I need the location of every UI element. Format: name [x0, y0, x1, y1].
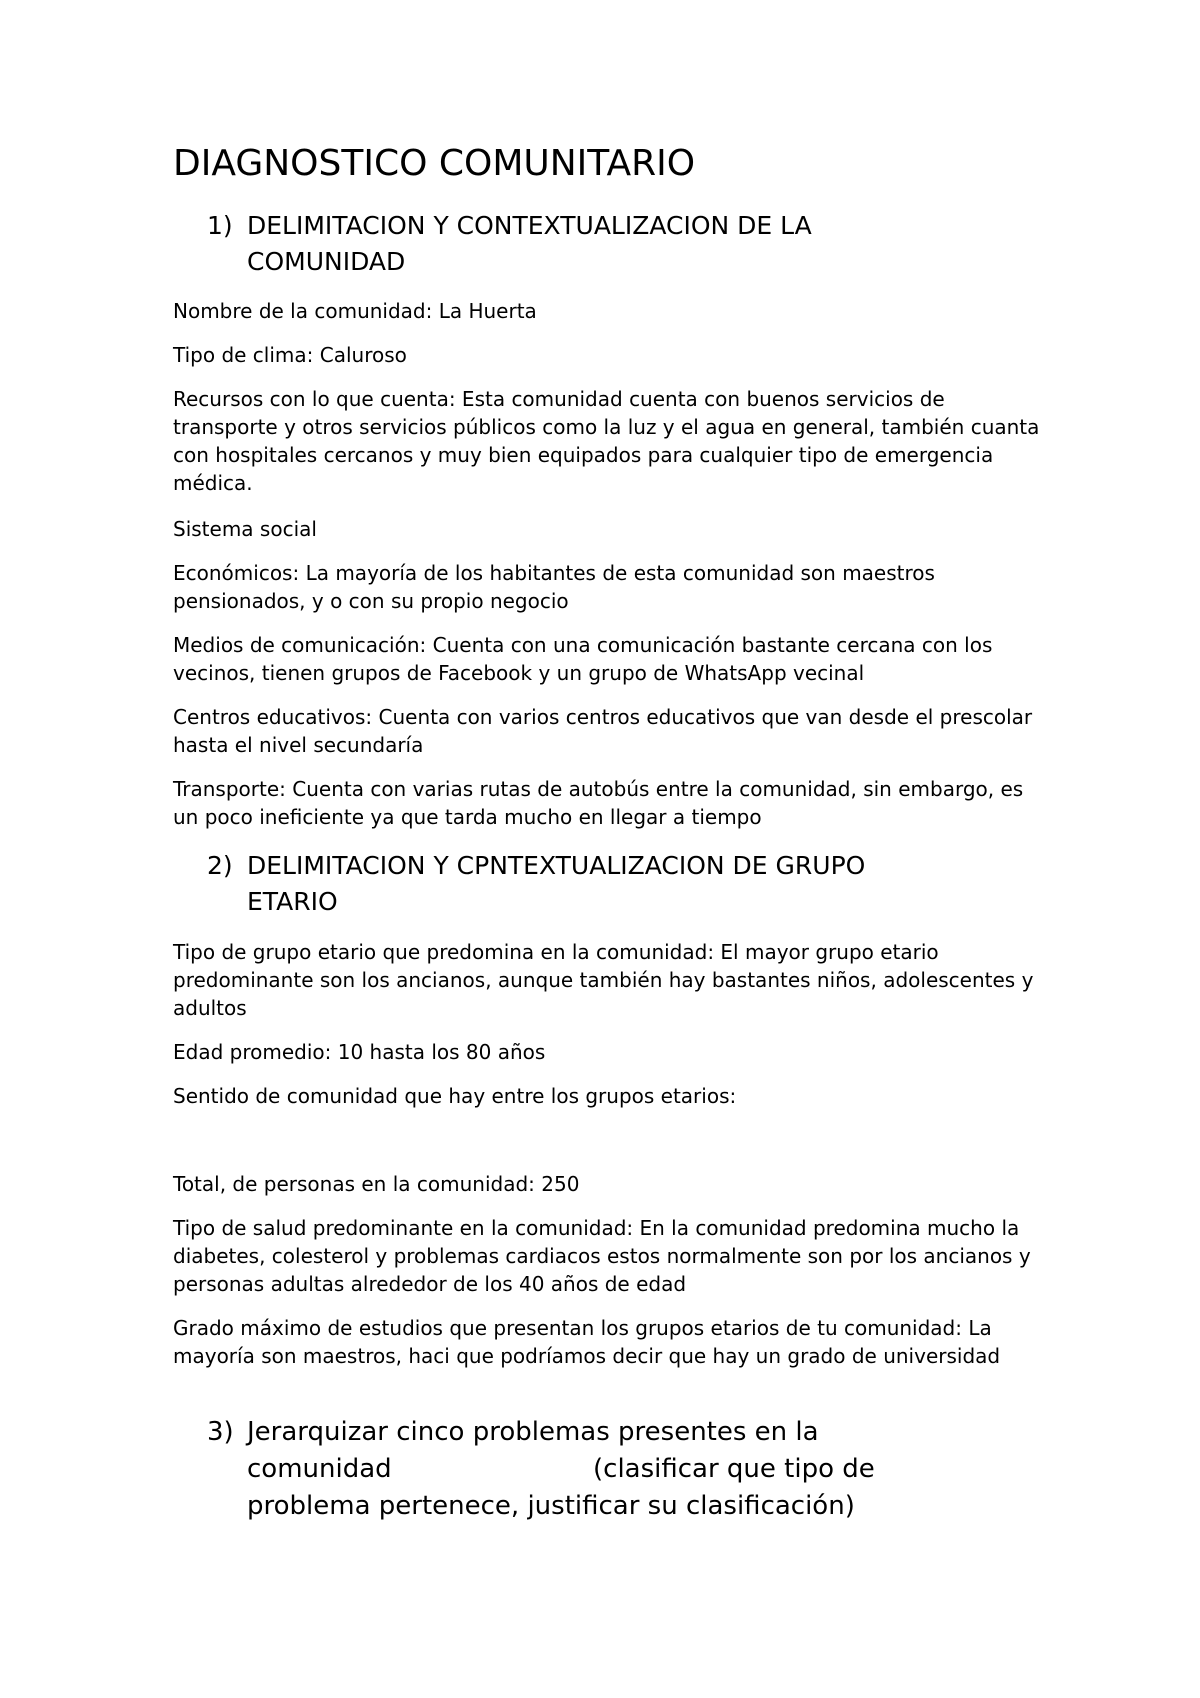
paragraph-tipo-salud: Tipo de salud predominante en la comunidad: En la comunidad predomina mucho la diabetes, colesterol y problemas cardiacos estos normalmente son por los ancianos y personas adultas alrededor de los 40 años de edad [173, 1216, 1031, 1296]
section-2-heading-line-1: DELIMITACION Y CPNTEXTUALIZACION DE GRUPO [247, 851, 866, 880]
document-title: DIAGNOSTICO COMUNITARIO [173, 143, 696, 184]
paragraph-nombre-comunidad: Nombre de la comunidad: La Huerta [173, 299, 537, 323]
paragraph-medios-comunicacion: Medios de comunicación: Cuenta con una comunicación bastante cercana con los vecinos, tienen grupos de Facebook y un grupo de WhatsApp vecinal [173, 633, 993, 685]
section-1-heading-line-2: COMUNIDAD [247, 247, 406, 276]
section-2-heading-line-2: ETARIO [247, 887, 338, 916]
paragraph-grado-estudios: Grado máximo de estudios que presentan los grupos etarios de tu comunidad: La mayoría son maestros, haci que podríamos decir que hay un grado de universidad [173, 1316, 1001, 1368]
paragraph-total-personas: Total, de personas en la comunidad: 250 [173, 1172, 580, 1196]
paragraph-transporte: Transporte: Cuenta con varias rutas de autobús entre la comunidad, sin embargo, es un poco ineficiente ya que tarda mucho en llegar a tiempo [173, 777, 1024, 829]
section-3-heading-line-2a: comunidad [247, 1454, 392, 1484]
paragraph-sentido-comunidad: Sentido de comunidad que hay entre los grupos etarios: [173, 1084, 737, 1108]
paragraph-edad-promedio: Edad promedio: 10 hasta los 80 años [173, 1040, 546, 1064]
section-1-heading-line-1: DELIMITACION Y CONTEXTUALIZACION DE LA [247, 211, 812, 240]
paragraph-centros-educativos: Centros educativos: Cuenta con varios centros educativos que van desde el prescolar hasta el nivel secundaría [173, 705, 1033, 757]
section-1-number: 1) [207, 211, 233, 240]
section-1-heading-text [247, 208, 947, 280]
section-2-heading-text [247, 848, 947, 920]
paragraph-economicos: Económicos: La mayoría de los habitantes de esta comunidad son maestros pensionados, y o con su propio negocio [173, 561, 935, 613]
section-2-number: 2) [207, 851, 233, 880]
paragraph-sistema-social: Sistema social [173, 517, 317, 541]
paragraph-tipo-clima: Tipo de clima: Caluroso [173, 343, 407, 367]
paragraph-tipo-grupo-etario: Tipo de grupo etario que predomina en la comunidad: El mayor grupo etario predominante son los ancianos, aunque también hay bastantes niños, adolescentes y adultos [173, 940, 1034, 1020]
paragraph-recursos: Recursos con lo que cuenta: Esta comunidad cuenta con buenos servicios de transporte y otros servicios públicos como la luz y el agua en general, también cuanta con hospitales cercanos y muy bien equipados para cualquier tipo de emergencia médica. [173, 387, 1040, 495]
section-3-heading-line-2 [247, 1451, 967, 1488]
section-3-number: 3) [207, 1417, 234, 1447]
section-3-heading-line-3: problema pertenece, justificar su clasificación) [247, 1491, 855, 1521]
section-3-heading-line-1: Jerarquizar cinco problemas presentes en la [247, 1417, 819, 1447]
section-3-heading-line-2b: (clasificar que tipo de [593, 1454, 875, 1484]
section-3-heading-text [247, 1414, 967, 1525]
